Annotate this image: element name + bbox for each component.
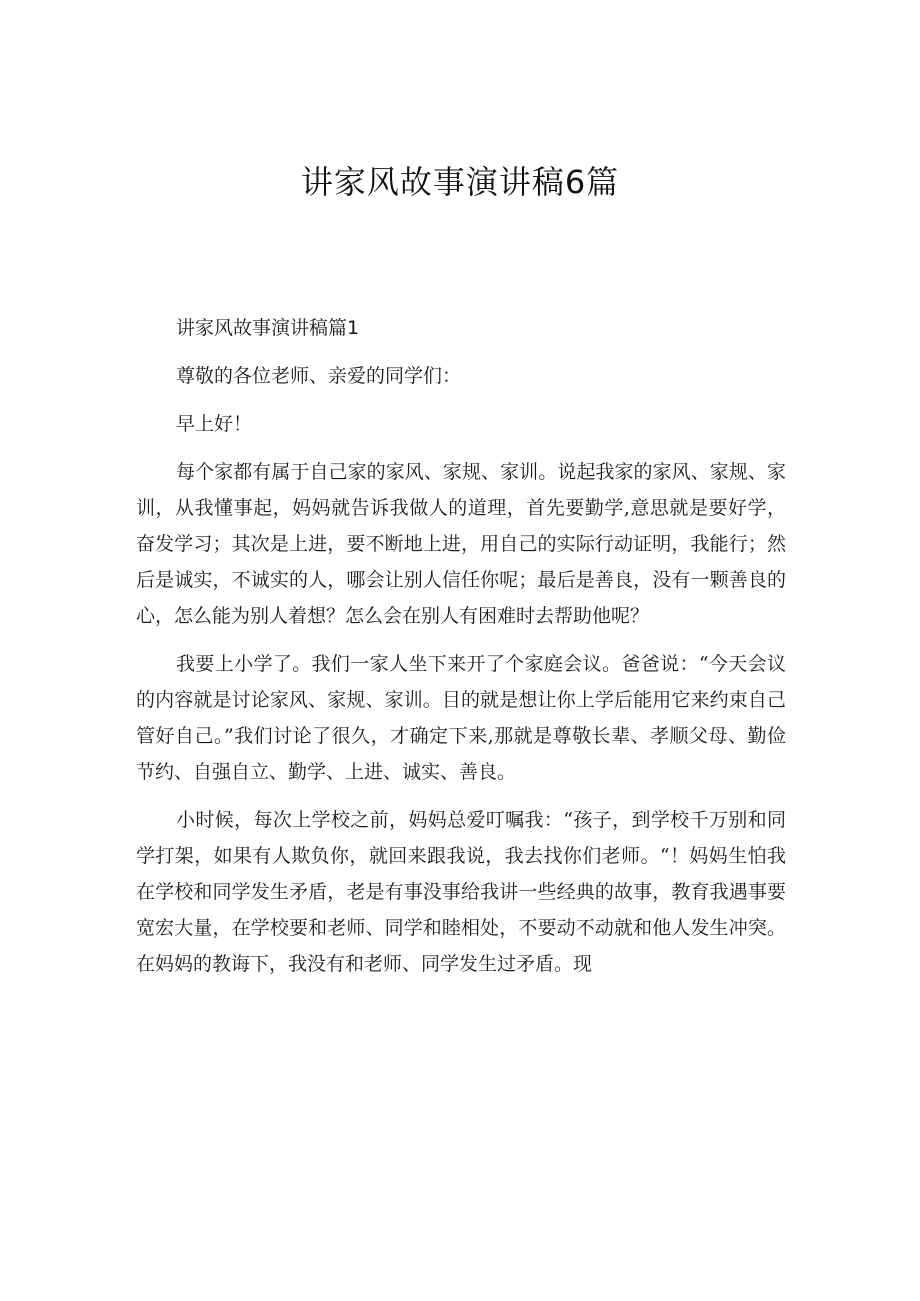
greeting: 早上好！ (176, 413, 253, 435)
body-paragraph: 我要上小学了。我们一家人坐下来开了个家庭会议。爸爸说：“今天会议的内容就是讨论家风、家规、家训。目的就是想让你上学后能用它来约束自己管好自己。”我们讨论了很久，才确定下来,那就是尊敬长辈、孝顺父母、勤俭节约、自强自立、勤学、上进、诚实、善良。 (136, 653, 786, 783)
document-title: 讲家风故事演讲稿6篇 (300, 163, 620, 201)
body-paragraph: 小时候，每次上学校之前，妈妈总爱叮嘱我：“孩子，到学校千万别和同学打架，如果有人欺负你，就回来跟我说，我去找你们老师。“！妈妈生怕我在学校和同学发生矛盾，老是有事没事给我讲一些经典的故事，教育我遇事要宽宏大量，在学校要和老师、同学和睦相处，不要动不动就和他人发生冲突。在妈妈的教诲下，我没有和老师、同学发生过矛盾。现 (136, 809, 786, 975)
body-paragraph: 每个家都有属于自己家的家风、家规、家训。说起我家的家风、家规、家训，从我懂事起，妈妈就告诉我做人的道理，首先要勤学,意思就是要好学，奋发学习；其次是上进，要不断地上进，用自己的实际行动证明，我能行；然后是诚实，不诚实的人，哪会让别人信任你呢；最后是善良，没有一颗善良的心，怎么能为别人着想？怎么会在别人有困难时去帮助他呢？ (136, 461, 786, 627)
document-body (136, 310, 786, 994)
section-heading: 讲家风故事演讲稿篇1 (176, 317, 360, 339)
salutation: 尊敬的各位老师、亲爱的同学们： (176, 365, 462, 387)
